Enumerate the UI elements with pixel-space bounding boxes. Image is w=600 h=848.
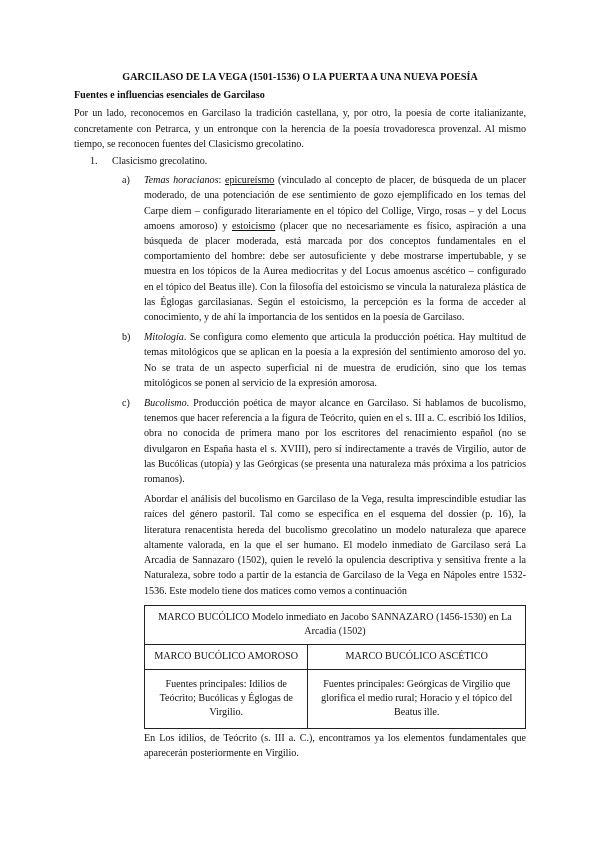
subitem-c-label: c) — [122, 398, 130, 410]
intro-paragraph: Por un lado, reconocemos en Garcilaso la tradición castellana, y, por otro, la poesía de corte italianizante, concretamente con Petrarca, y un entronque con la herencia de la poesía trovadoresca provenzal. Al mismo tiempo, se reconocen fuentes del Clasicismo grecolatino. — [74, 108, 526, 150]
bucolismo-paragraph: Abordar el análisis del bucolismo en Garcilaso de la Vega, resulta imprescindible estudiar las raíces del género pastoril. Tal como se especifica en el esquema del dossier (p. 16), la literatura renacentista hereda del bucolismo grecolatino un modelo naturaleza que aparece altamente valorada, en la que el ser humano. El modelo inmediato de Garcilaso será La Arcadia de Sannazaro (1502), quien le reveló la opulencia descriptiva y sensitiva frente a la Naturaleza, sobre todo a partir de la estancia de Garcilaso de la Vega en Nápoles entre 1532-1536. Este modelo tiene dos matices como vemos a continuación — [144, 494, 526, 597]
list-label: Clasicismo grecolatino. — [112, 156, 208, 168]
table-cell-amoroso: Fuentes principales: Idilios de Teócrito; Bucólicas y Églogas de Virgilio. — [145, 669, 308, 728]
table-col-ascetico: MARCO BUCÓLICO ASCÉTICO — [308, 644, 526, 669]
subitem-a-part2: (placer que no necesariamente es físico, aspiración a una búsqueda de placer moderada, está marcada por dos conceptos fundamentales en el comportamiento del hombre: debe ser autosuficiente y debe mostrarse impertubable, y se muestra en los tópicos de la Aurea mediocritas y del Locus amoenus ascético – configurado en el tópico del Beatus ille). Con la filosofía del estoicismo se vincula la naturaleza plástica de las Églogas garcilasianas. Según el estoicismo, la percepción es la forma de acceder al conocimiento, y de ahí la importancia de los sentidos en la poesía de Garcilaso. — [144, 220, 526, 324]
subitem-c-text — [144, 396, 526, 487]
section-heading: Fuentes e influencias esenciales de Garcilaso — [74, 90, 265, 102]
subitem-a — [122, 173, 526, 325]
subitem-b-text — [144, 330, 526, 391]
term-temas-horacianos: Temas horacianos — [144, 175, 219, 187]
table-cell-ascetico: Fuentes principales: Geórgicas de Virgilio que glorifica el medio rural; Horacio y el tópico del Beatus ille. — [308, 669, 526, 728]
list-item-clasicismo — [90, 154, 526, 169]
subitem-b — [122, 330, 526, 391]
table-header: MARCO BUCÓLICO Modelo inmediato en Jacobo SANNAZARO (1456-1530) en La Arcadia (1502) — [145, 605, 526, 644]
separator: : — [218, 175, 225, 187]
subitem-b-body: . Se configura como elemento que articula la producción poética. Hay multitud de temas mitológicos que se aplican en la poesía a la expresión del sentimiento amoroso del yo. No se trata de un aspecto superficial ni de muestra de erudición, sino que los temas mitológicos se ponen al servicio de la expresión amorosa. — [144, 332, 526, 389]
table-col-amoroso: MARCO BUCÓLICO AMOROSO — [145, 644, 308, 669]
term-mitologia: Mitología — [144, 332, 184, 344]
subitem-a-label: a) — [122, 175, 130, 187]
term-bucolismo: Bucolismo — [144, 398, 187, 410]
document-title: GARCILASO DE LA VEGA (1501-1536) O LA PUERTA A UNA NUEVA POESÍA — [122, 72, 478, 83]
marco-bucolico-table — [144, 605, 526, 729]
document-page — [74, 70, 526, 761]
subitem-c — [122, 396, 526, 487]
term-epicureismo: epicureísmo — [224, 175, 275, 187]
subitem-a-part1: (vinculado al concepto de placer, de búsqueda de un placer moderado, de una potenciación de ese sentimiento de gozo ejemplificado en los temas del Carpe diem – configurado literariamente en el tópico del Collige, Virgo, rosas – y del Locus amoens amoroso) y — [144, 175, 526, 232]
subitem-b-label: b) — [122, 332, 131, 344]
term-estoicismo: estoicismo — [232, 220, 276, 232]
closing-paragraph: En Los idilios, de Teócrito (s. III a. C.), encontramos ya los elementos fundamentales que aparecerán posteriormente en Virgilio. — [144, 732, 526, 759]
subitem-a-text — [144, 173, 526, 325]
list-number: 1. — [90, 156, 98, 168]
subitem-c-body: . Producción poética de mayor alcance en Garcilaso. Si hablamos de bucolismo, tenemos que hacer referencia a la figura de Teócrito, quien en el s. III a. C. escribió los Idilios, obra no conocida de primera mano por los escritores del renacimiento español (no se divulgaron en España hasta el s. XVIII), pero sí indirectamente a través de Virgilio, autor de las Bucólicas (utopía) y las Geórgicas (se presenta una naturaleza más próxima a los patricios romanos). — [144, 398, 526, 486]
